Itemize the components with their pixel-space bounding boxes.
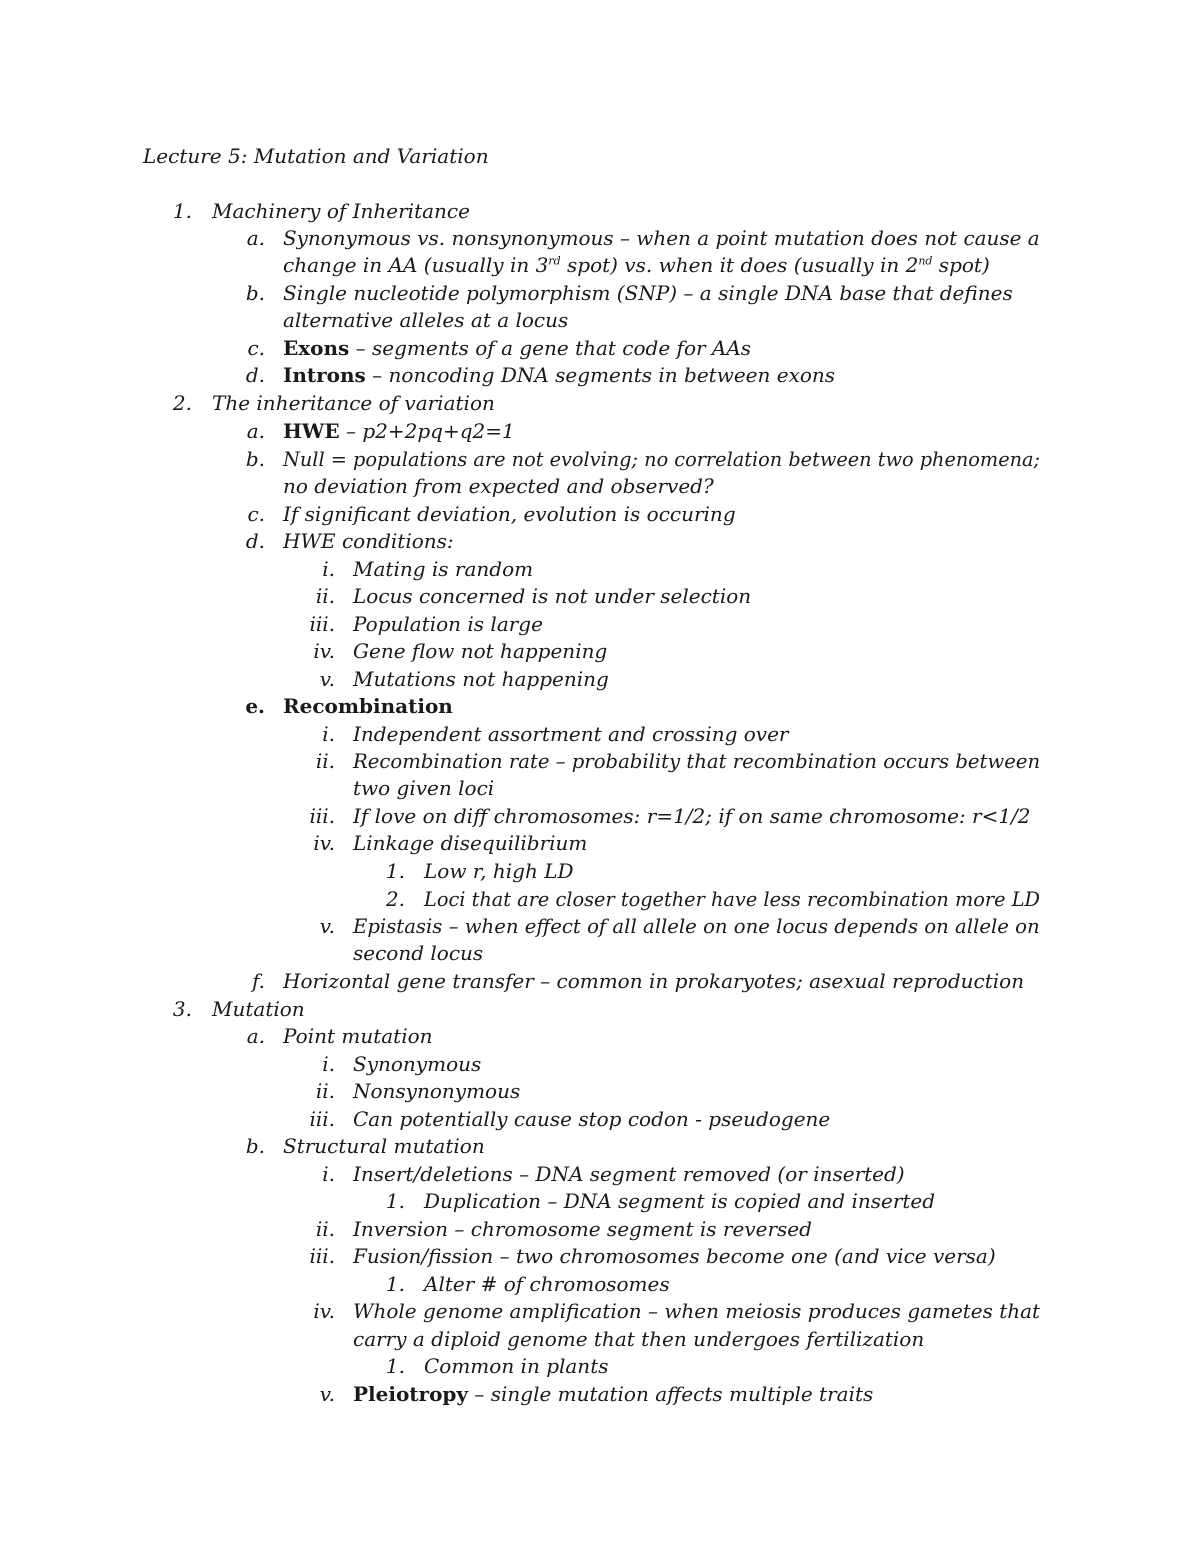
item-3b-v-marker: v. (319, 1382, 335, 1406)
item-2e-iii-text: If love on diff chromosomes: r=1/2; if on same chromosome: r<1/2 (353, 804, 1031, 828)
item-2d-ii-text: Locus concerned is not under selection (353, 584, 752, 608)
item-2e-iv-text: Linkage disequilibrium (353, 831, 588, 855)
item-2e-iv-1-text: Low r, high LD (424, 859, 574, 883)
item-2e-iv-2-text: Loci that are closer together have less recombination more LD (424, 887, 1041, 911)
section-2-marker: 2. (172, 391, 192, 415)
item-2f-marker: f. (251, 969, 265, 993)
item-3a-text: Point mutation (283, 1024, 433, 1048)
item-2f-text: Horizontal gene transfer – common in prokaryotes; asexual reproduction (283, 969, 1025, 993)
item-3a-iii-text: Can potentially cause stop codon - pseudogene (353, 1107, 831, 1131)
item-2e-v-marker: v. (319, 914, 335, 938)
item-2d-ii-marker: ii. (315, 584, 335, 608)
item-3b-marker: b. (245, 1134, 265, 1158)
item-1a-marker: a. (246, 226, 265, 250)
item-2b-line1: Null = populations are not evolving; no correlation between two phenomena; (283, 447, 1041, 471)
item-3b-text: Structural mutation (283, 1134, 485, 1158)
item-2a-marker: a. (246, 419, 265, 443)
item-3a-i-marker: i. (322, 1052, 335, 1076)
item-2d-marker: d. (245, 529, 265, 553)
item-3b-iii-marker: iii. (309, 1244, 335, 1268)
item-2e-iv-1-marker: 1. (385, 859, 405, 883)
item-2e-iv-2-marker: 2. (385, 887, 405, 911)
item-2e-i-text: Independent assortment and crossing over (353, 722, 789, 746)
item-3b-ii-marker: ii. (315, 1217, 335, 1241)
item-2e-text: Recombination (283, 694, 453, 718)
item-3b-i-1-marker: 1. (385, 1189, 405, 1213)
item-2c-marker: c. (247, 502, 265, 526)
item-3b-iv-1-marker: 1. (385, 1354, 405, 1378)
item-3b-iii-1-marker: 1. (385, 1272, 405, 1296)
item-1a-line1: Synonymous vs. nonsynonymous – when a point mutation does not cause a (283, 226, 1040, 250)
item-3a-iii-marker: iii. (309, 1107, 335, 1131)
item-2e-ii-line2: two given loci (353, 776, 495, 800)
item-2e-v-line1: Epistasis – when effect of all allele on one locus depends on allele on (353, 914, 1040, 938)
item-1c-marker: c. (247, 336, 265, 360)
section-3-heading: Mutation (212, 997, 305, 1021)
item-2e-iv-marker: iv. (313, 831, 335, 855)
item-1b-line2: alternative alleles at a locus (283, 308, 569, 332)
item-3b-iv-marker: iv. (313, 1299, 335, 1323)
item-2e-v-line2: second locus (353, 941, 484, 965)
item-2d-v-marker: v. (319, 667, 335, 691)
item-2d-v-text: Mutations not happening (353, 667, 609, 691)
item-3b-iv-line2: carry a diploid genome that then undergoes fertilization (353, 1327, 925, 1351)
item-2d-iv-text: Gene flow not happening (353, 639, 608, 663)
item-2d-iii-marker: iii. (309, 612, 335, 636)
item-2d-iv-marker: iv. (313, 639, 335, 663)
item-3b-iii-text: Fusion/fission – two chromosomes become one (and vice versa) (353, 1244, 996, 1268)
item-2c-text: If significant deviation, evolution is occuring (283, 502, 736, 526)
item-3b-i-text: Insert/deletions – DNA segment removed (or inserted) (353, 1162, 905, 1186)
item-2e-i-marker: i. (322, 722, 335, 746)
item-2b-line2: no deviation from expected and observed? (283, 474, 714, 498)
item-2a-text: HWE – p2+2pq+q2=1 (283, 419, 515, 443)
item-1d-marker: d. (245, 363, 265, 387)
item-1c-text: Exons – segments of a gene that code for AAs (283, 336, 752, 360)
item-1b-marker: b. (245, 281, 265, 305)
item-3b-iv-line1: Whole genome amplification – when meiosis produces gametes that (353, 1299, 1041, 1323)
item-2b-marker: b. (245, 447, 265, 471)
item-1a-line2: change in AA (usually in 3rd spot) vs. when it does (usually in 2nd spot) (283, 253, 990, 277)
item-3b-iii-1-text: Alter # of chromosomes (424, 1272, 670, 1296)
item-2d-i-text: Mating is random (353, 557, 534, 581)
item-3b-v-text: Pleiotropy – single mutation affects multiple traits (353, 1382, 874, 1406)
page-title: Lecture 5: Mutation and Variation (143, 144, 489, 168)
item-2d-iii-text: Population is large (353, 612, 543, 636)
section-2-heading: The inheritance of variation (212, 391, 495, 415)
item-3b-ii-text: Inversion – chromosome segment is reversed (353, 1217, 812, 1241)
item-3a-marker: a. (246, 1024, 265, 1048)
item-2e-ii-marker: ii. (315, 749, 335, 773)
item-2d-text: HWE conditions: (283, 529, 454, 553)
section-1-heading: Machinery of Inheritance (212, 199, 470, 223)
item-3b-i-marker: i. (322, 1162, 335, 1186)
section-1-marker: 1. (172, 199, 192, 223)
item-2e-ii-line1: Recombination rate – probability that recombination occurs between (353, 749, 1041, 773)
item-3a-ii-marker: ii. (315, 1079, 335, 1103)
item-3a-i-text: Synonymous (353, 1052, 482, 1076)
item-1d-text: Introns – noncoding DNA segments in between exons (283, 363, 836, 387)
item-1b-line1: Single nucleotide polymorphism (SNP) – a single DNA base that defines (283, 281, 1013, 305)
item-2e-iii-marker: iii. (309, 804, 335, 828)
item-3b-iv-1-text: Common in plants (424, 1354, 609, 1378)
section-3-marker: 3. (172, 997, 192, 1021)
item-2d-i-marker: i. (322, 557, 335, 581)
item-3a-ii-text: Nonsynonymous (353, 1079, 521, 1103)
item-3b-i-1-text: Duplication – DNA segment is copied and inserted (424, 1189, 936, 1213)
item-2e-marker: e. (245, 694, 265, 718)
